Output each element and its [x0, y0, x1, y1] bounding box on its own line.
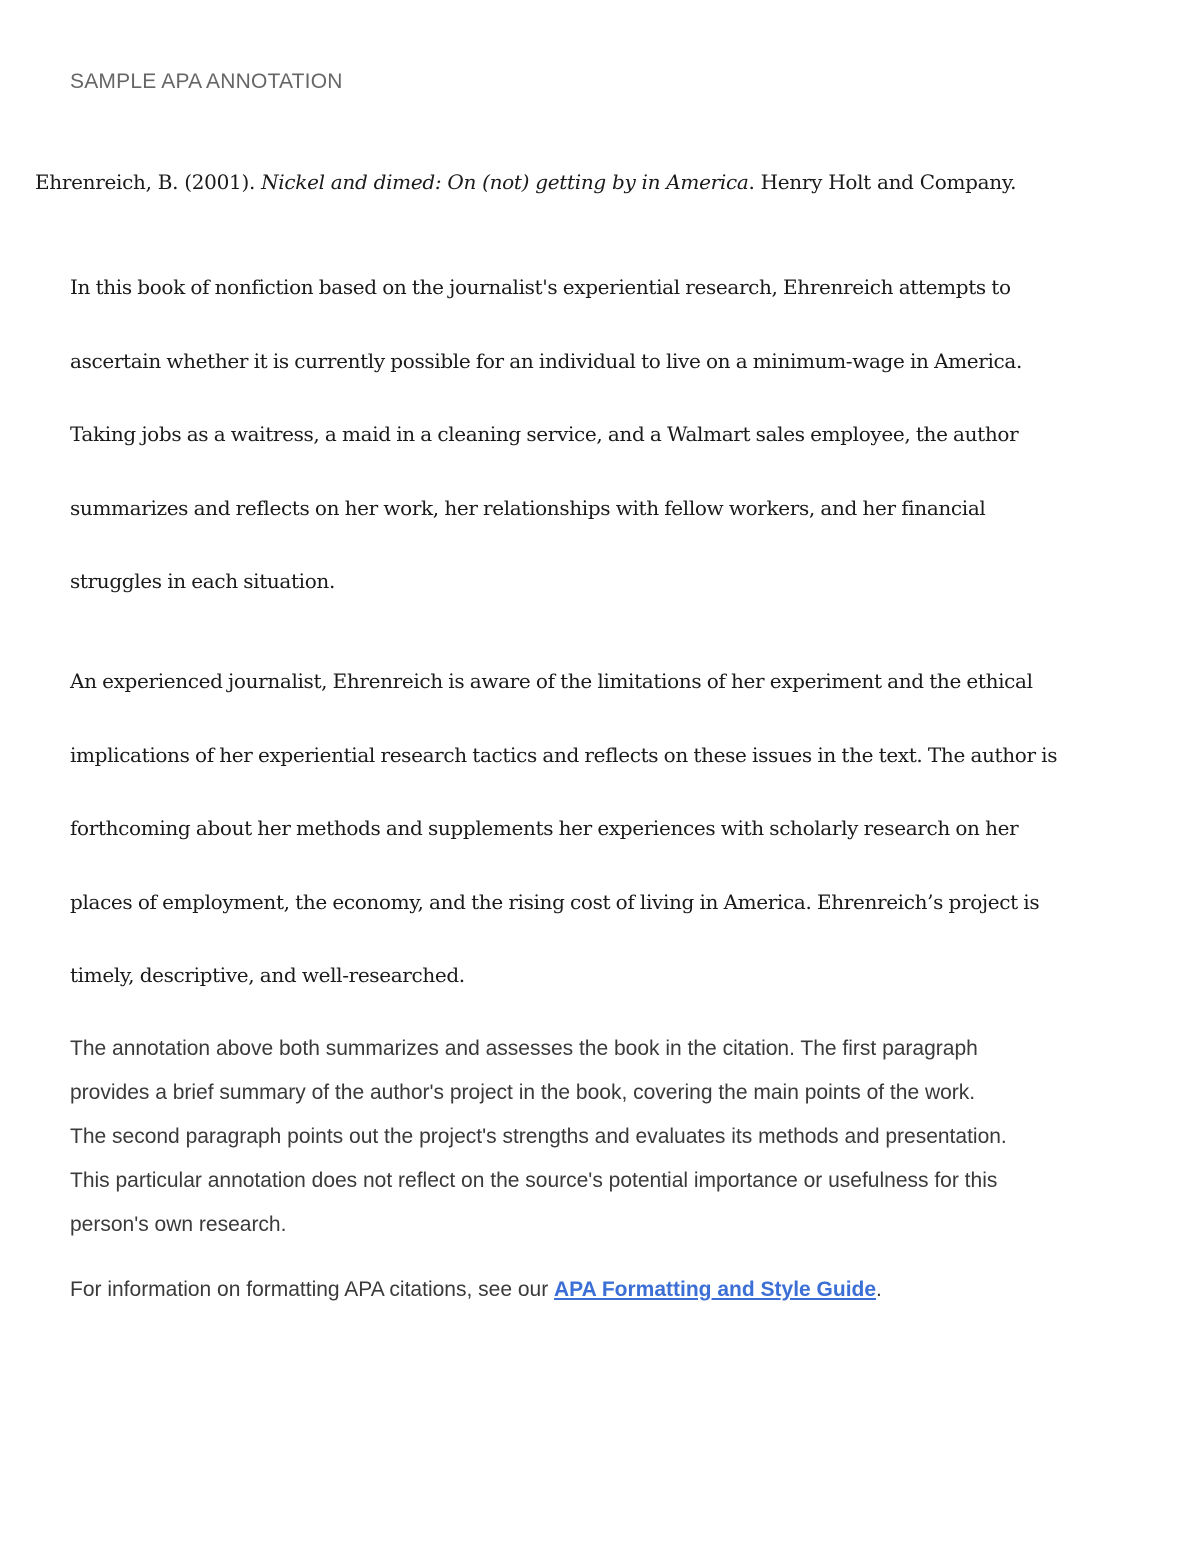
annotation-line: ascertain whether it is currently possible for an individual to live on a minimum-wage in America.	[70, 348, 1022, 373]
info-suffix: .	[876, 1278, 882, 1301]
annotation-line: forthcoming about her methods and supplements her experiences with scholarly research on her	[70, 816, 1019, 840]
formatting-info	[70, 1278, 882, 1302]
annotation-line: summarizes and reflects on her work, her relationships with fellow workers, and her financial	[70, 495, 986, 520]
citation-publisher: . Henry Holt and Company.	[748, 170, 1017, 194]
explanation-paragraph	[70, 1032, 1150, 1252]
explanation-line: This particular annotation does not reflect on the source's potential importance or usefulness for this	[70, 1169, 998, 1192]
citation-book-title: Nickel and dimed: On (not) getting by in America	[261, 170, 749, 194]
annotation-line: implications of her experiential research tactics and reflects on these issues in the text. The author is	[70, 742, 1058, 767]
annotation-line: In this book of nonfiction based on the journalist's experiential research, Ehrenreich attempts to	[70, 275, 1011, 299]
annotation-line: An experienced journalist, Ehrenreich is aware of the limitations of her experiment and the ethical	[70, 669, 1033, 693]
annotation-line: Taking jobs as a waitress, a maid in a cleaning service, and a Walmart sales employee, the author	[70, 422, 1019, 446]
annotation-line: struggles in each situation.	[70, 569, 335, 593]
info-prefix: For information on formatting APA citations, see our	[70, 1278, 555, 1301]
explanation-line: provides a brief summary of the author's project in the book, covering the main points of the work.	[70, 1081, 976, 1104]
citation-author-year: Ehrenreich, B. (2001).	[35, 170, 262, 194]
annotation-line: timely, descriptive, and well-researched.	[70, 963, 465, 987]
explanation-line: person's own research.	[70, 1213, 287, 1236]
apa-style-guide-link[interactable]: APA Formatting and Style Guide	[554, 1278, 877, 1301]
annotation-paragraph-assessment	[70, 664, 1150, 1032]
explanation-line: The annotation above both summarizes and assesses the book in the citation. The first paragraph	[70, 1037, 978, 1060]
explanation-line: The second paragraph points out the project's strengths and evaluates its methods and presentation.	[70, 1125, 1007, 1148]
document-title: SAMPLE APA ANNOTATION	[70, 70, 343, 93]
annotation-paragraph-summary	[70, 270, 1150, 638]
annotation-line: places of employment, the economy, and the rising cost of living in America. Ehrenreich’s project is	[70, 889, 1040, 914]
citation	[35, 170, 1016, 194]
